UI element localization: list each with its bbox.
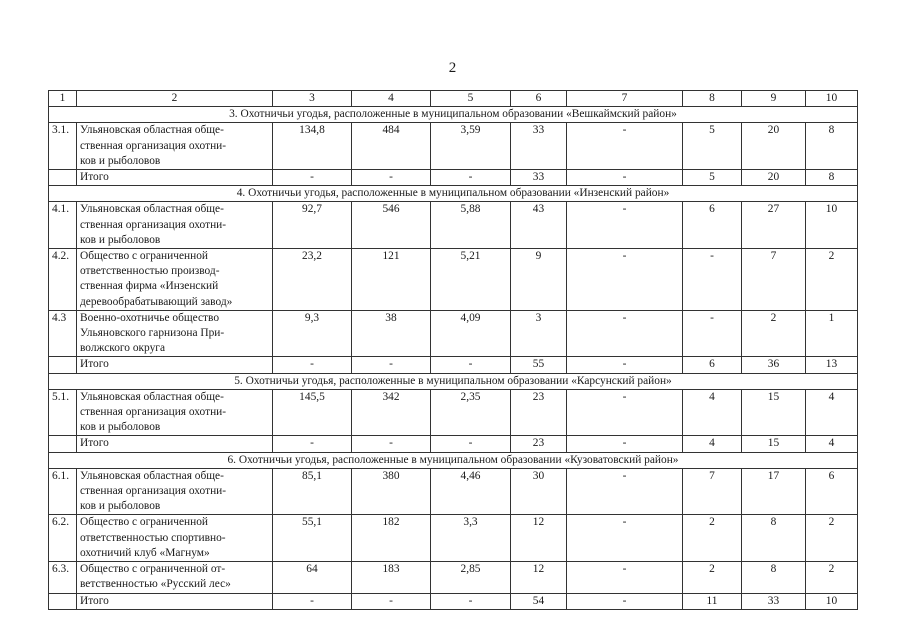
total-cell-c4: - — [352, 436, 431, 452]
total-cell-c7: - — [567, 357, 683, 373]
organization-name — [77, 310, 273, 357]
value-cell-c5: 2,35 — [431, 389, 511, 436]
organization-name-line: Общество с ограниченной от- — [80, 563, 226, 576]
value-cell-c7: - — [567, 389, 683, 436]
value-cell-c7: - — [567, 202, 683, 249]
total-number-cell — [49, 593, 77, 609]
header-cell: 6 — [511, 91, 567, 107]
total-cell-c5: - — [431, 357, 511, 373]
section-title: 5. Охотничьи угодья, расположенные в муниципальном образовании «Карсунский район» — [49, 373, 858, 389]
value-cell-c8: 2 — [683, 562, 742, 593]
value-cell-c5: 2,85 — [431, 562, 511, 593]
value-cell-c9: 7 — [742, 249, 806, 311]
value-cell-c8: 5 — [683, 123, 742, 170]
total-cell-c4: - — [352, 593, 431, 609]
value-cell-c4: 182 — [352, 515, 431, 562]
organization-name — [77, 562, 273, 593]
value-cell-c8: 4 — [683, 389, 742, 436]
organization-name-line: волжского округа — [80, 342, 166, 355]
value-cell-c10: 1 — [806, 310, 858, 357]
organization-name-line: охотничий клуб «Магнум» — [80, 546, 210, 559]
row-number: 6.1. — [49, 468, 77, 515]
organization-name-line: ответственностью производ- — [80, 265, 220, 278]
section-title-row — [49, 186, 858, 202]
table-row — [49, 202, 858, 249]
value-cell-c4: 546 — [352, 202, 431, 249]
row-number: 3.1. — [49, 123, 77, 170]
organization-name-line: Ульяновская областная обще- — [80, 469, 224, 482]
section-title-row — [49, 373, 858, 389]
value-cell-c9: 17 — [742, 468, 806, 515]
value-cell-c9: 8 — [742, 515, 806, 562]
value-cell-c4: 380 — [352, 468, 431, 515]
organization-name — [77, 389, 273, 436]
total-cell-c3: - — [273, 170, 352, 186]
organization-name — [77, 249, 273, 311]
total-row — [49, 170, 858, 186]
section-title-row — [49, 452, 858, 468]
total-cell-c9: 33 — [742, 593, 806, 609]
value-cell-c4: 38 — [352, 310, 431, 357]
value-cell-c5: 5,88 — [431, 202, 511, 249]
organization-name-line: ветственностью «Русский лес» — [80, 578, 231, 591]
page-number: 2 — [448, 60, 457, 76]
value-cell-c7: - — [567, 562, 683, 593]
value-cell-c4: 484 — [352, 123, 431, 170]
value-cell-c6: 30 — [511, 468, 567, 515]
organization-name — [77, 123, 273, 170]
value-cell-c6: 12 — [511, 562, 567, 593]
value-cell-c8: 7 — [683, 468, 742, 515]
header-row — [49, 91, 858, 107]
organization-name-line: Ульяновская областная обще- — [80, 390, 224, 403]
header-cell: 3 — [273, 91, 352, 107]
row-number: 4.2. — [49, 249, 77, 311]
total-cell-c6: 54 — [511, 593, 567, 609]
value-cell-c3: 134,8 — [273, 123, 352, 170]
value-cell-c6: 23 — [511, 389, 567, 436]
total-cell-c5: - — [431, 436, 511, 452]
total-cell-c10: 4 — [806, 436, 858, 452]
total-cell-c9: 36 — [742, 357, 806, 373]
section-title: 4. Охотничьи угодья, расположенные в муниципальном образовании «Инзенский район» — [49, 186, 858, 202]
value-cell-c6: 9 — [511, 249, 567, 311]
value-cell-c10: 10 — [806, 202, 858, 249]
table-row — [49, 468, 858, 515]
total-cell-c8: 4 — [683, 436, 742, 452]
total-cell-c4: - — [352, 357, 431, 373]
value-cell-c7: - — [567, 310, 683, 357]
total-row — [49, 357, 858, 373]
total-cell-c6: 55 — [511, 357, 567, 373]
row-number: 4.3 — [49, 310, 77, 357]
value-cell-c4: 121 — [352, 249, 431, 311]
value-cell-c10: 2 — [806, 515, 858, 562]
total-cell-c3: - — [273, 357, 352, 373]
total-number-cell — [49, 357, 77, 373]
total-row — [49, 593, 858, 609]
table-row — [49, 310, 858, 357]
row-number: 6.3. — [49, 562, 77, 593]
value-cell-c6: 3 — [511, 310, 567, 357]
header-cell: 4 — [352, 91, 431, 107]
header-cell: 5 — [431, 91, 511, 107]
table-row — [49, 562, 858, 593]
total-cell-c10: 8 — [806, 170, 858, 186]
organization-name — [77, 202, 273, 249]
header-cell: 10 — [806, 91, 858, 107]
value-cell-c9: 15 — [742, 389, 806, 436]
value-cell-c9: 20 — [742, 123, 806, 170]
section-title: 3. Охотничьи угодья, расположенные в муниципальном образовании «Вешкаймский район» — [49, 107, 858, 123]
total-cell-c7: - — [567, 593, 683, 609]
value-cell-c3: 145,5 — [273, 389, 352, 436]
value-cell-c7: - — [567, 515, 683, 562]
total-cell-c3: - — [273, 436, 352, 452]
value-cell-c5: 4,09 — [431, 310, 511, 357]
value-cell-c7: - — [567, 468, 683, 515]
organization-name-line: деревообрабатывающий завод» — [80, 295, 233, 308]
organization-name-line: ственная организация охотни- — [80, 406, 227, 419]
organization-name-line: Военно-охотничье общество — [80, 311, 220, 324]
value-cell-c5: 5,21 — [431, 249, 511, 311]
section-title: 6. Охотничьи угодья, расположенные в муниципальном образовании «Кузоватовский район» — [49, 452, 858, 468]
header-cell: 9 — [742, 91, 806, 107]
table-row — [49, 389, 858, 436]
total-label: Итого — [77, 436, 273, 452]
total-row — [49, 436, 858, 452]
value-cell-c8: 2 — [683, 515, 742, 562]
value-cell-c3: 55,1 — [273, 515, 352, 562]
total-cell-c6: 23 — [511, 436, 567, 452]
total-cell-c5: - — [431, 170, 511, 186]
total-label: Итого — [77, 357, 273, 373]
organization-name-line: ственная фирма «Инзенский — [80, 280, 219, 293]
value-cell-c4: 342 — [352, 389, 431, 436]
total-cell-c5: - — [431, 593, 511, 609]
value-cell-c3: 85,1 — [273, 468, 352, 515]
value-cell-c9: 2 — [742, 310, 806, 357]
header-cell: 8 — [683, 91, 742, 107]
total-cell-c9: 20 — [742, 170, 806, 186]
table-row — [49, 249, 858, 311]
organization-name-line: ственная организация охотни- — [80, 485, 227, 498]
header-cell: 7 — [567, 91, 683, 107]
value-cell-c10: 4 — [806, 389, 858, 436]
total-number-cell — [49, 436, 77, 452]
organization-name — [77, 468, 273, 515]
hunting-grounds-table — [48, 90, 858, 610]
value-cell-c3: 92,7 — [273, 202, 352, 249]
total-cell-c8: 5 — [683, 170, 742, 186]
value-cell-c3: 9,3 — [273, 310, 352, 357]
value-cell-c5: 3,59 — [431, 123, 511, 170]
table-row — [49, 123, 858, 170]
header-cell: 1 — [49, 91, 77, 107]
value-cell-c3: 23,2 — [273, 249, 352, 311]
value-cell-c7: - — [567, 123, 683, 170]
total-cell-c4: - — [352, 170, 431, 186]
organization-name-line: Ульяновского гарнизона При- — [80, 327, 225, 340]
organization-name-line: Ульяновская областная обще- — [80, 124, 224, 137]
value-cell-c10: 2 — [806, 249, 858, 311]
total-label: Итого — [77, 593, 273, 609]
value-cell-c7: - — [567, 249, 683, 311]
value-cell-c8: - — [683, 249, 742, 311]
value-cell-c8: - — [683, 310, 742, 357]
value-cell-c9: 8 — [742, 562, 806, 593]
section-title-row — [49, 107, 858, 123]
total-number-cell — [49, 170, 77, 186]
value-cell-c5: 3,3 — [431, 515, 511, 562]
value-cell-c10: 6 — [806, 468, 858, 515]
organization-name-line: ственная организация охотни- — [80, 139, 227, 152]
value-cell-c10: 8 — [806, 123, 858, 170]
value-cell-c8: 6 — [683, 202, 742, 249]
table-body — [49, 91, 858, 610]
organization-name-line: ков и рыболовов — [80, 154, 161, 167]
header-cell: 2 — [77, 91, 273, 107]
organization-name-line: Общество с ограниченной — [80, 516, 208, 529]
total-cell-c7: - — [567, 170, 683, 186]
organization-name-line: ственная организация охотни- — [80, 218, 227, 231]
value-cell-c10: 2 — [806, 562, 858, 593]
table-row — [49, 515, 858, 562]
total-cell-c10: 10 — [806, 593, 858, 609]
total-cell-c9: 15 — [742, 436, 806, 452]
total-cell-c8: 11 — [683, 593, 742, 609]
value-cell-c6: 12 — [511, 515, 567, 562]
total-cell-c8: 6 — [683, 357, 742, 373]
total-cell-c10: 13 — [806, 357, 858, 373]
row-number: 5.1. — [49, 389, 77, 436]
organization-name-line: Ульяновская областная обще- — [80, 203, 224, 216]
value-cell-c3: 64 — [273, 562, 352, 593]
organization-name — [77, 515, 273, 562]
value-cell-c5: 4,46 — [431, 468, 511, 515]
organization-name-line: ков и рыболовов — [80, 233, 161, 246]
total-cell-c3: - — [273, 593, 352, 609]
row-number: 4.1. — [49, 202, 77, 249]
total-label: Итого — [77, 170, 273, 186]
organization-name-line: Общество с ограниченной — [80, 250, 208, 263]
value-cell-c6: 43 — [511, 202, 567, 249]
organization-name-line: ков и рыболовов — [80, 500, 161, 513]
value-cell-c9: 27 — [742, 202, 806, 249]
value-cell-c6: 33 — [511, 123, 567, 170]
total-cell-c6: 33 — [511, 170, 567, 186]
value-cell-c4: 183 — [352, 562, 431, 593]
organization-name-line: ков и рыболовов — [80, 421, 161, 434]
organization-name-line: ответственностью спортивно- — [80, 531, 226, 544]
total-cell-c7: - — [567, 436, 683, 452]
row-number: 6.2. — [49, 515, 77, 562]
